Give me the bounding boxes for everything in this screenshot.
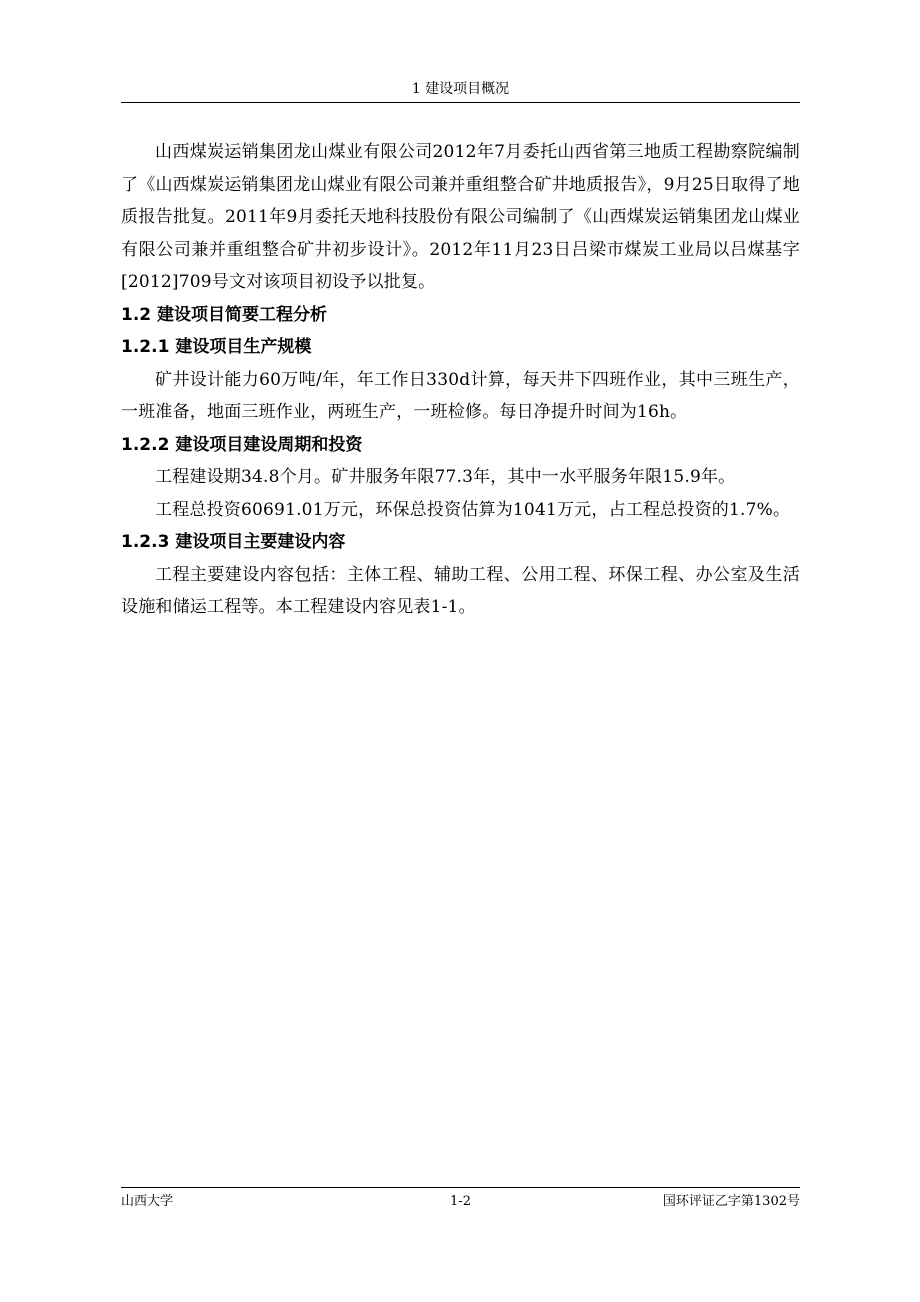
document-body: [121, 136, 800, 624]
section-1-2-2-paragraph-1: 工程建设期34.8个月。矿井服务年限77.3年，其中一水平服务年限15.9年。: [155, 467, 736, 487]
section-1-2-3-heading: 1.2.3 建设项目主要建设内容: [121, 532, 346, 552]
section-1-2-3-paragraph: 工程主要建设内容包括：主体工程、辅助工程、公用工程、环保工程、办公室及生活设施和储运工程等。本工程建设内容见表1-1。: [121, 564, 800, 617]
page-footer: [121, 1187, 800, 1209]
header-title: 1 建设项目概况: [411, 81, 510, 97]
intro-paragraph: 山西煤炭运销集团龙山煤业有限公司2012年7月委托山西省第三地质工程勘察院编制了《山西煤炭运销集团龙山煤业有限公司兼并重组整合矿井地质报告》，9月25日取得了地质报告批复。2011年9月委托天地科技股份有限公司编制了《山西煤炭运销集团龙山煤业有限公司兼并重组整合矿井初步设计》。2012年11月23日吕梁市煤炭工业局以吕煤基字[2012]709号文对该项目初设予以批复。: [121, 142, 800, 292]
section-1-2-1-paragraph: 矿井设计能力60万吨/年，年工作日330d计算，每天井下四班作业，其中三班生产，一班准备，地面三班作业，两班生产，一班检修。每日净提升时间为16h。: [121, 369, 800, 422]
footer-page-number: 1-2: [450, 1194, 471, 1209]
page-header: [121, 76, 800, 103]
section-1-2-1-heading: 1.2.1 建设项目生产规模: [121, 337, 312, 357]
section-1-2-2-heading: 1.2.2 建设项目建设周期和投资: [121, 434, 363, 455]
section-1-2-heading: 1.2 建设项目简要工程分析: [121, 304, 328, 325]
footer-institution: 山西大学: [121, 1194, 174, 1209]
section-1-2-2-paragraph-2: 工程总投资60691.01万元，环保总投资估算为1041万元，占工程总投资的1.7%。: [155, 499, 791, 520]
footer-certificate-number: 国环评证乙字第1302号: [662, 1194, 800, 1209]
